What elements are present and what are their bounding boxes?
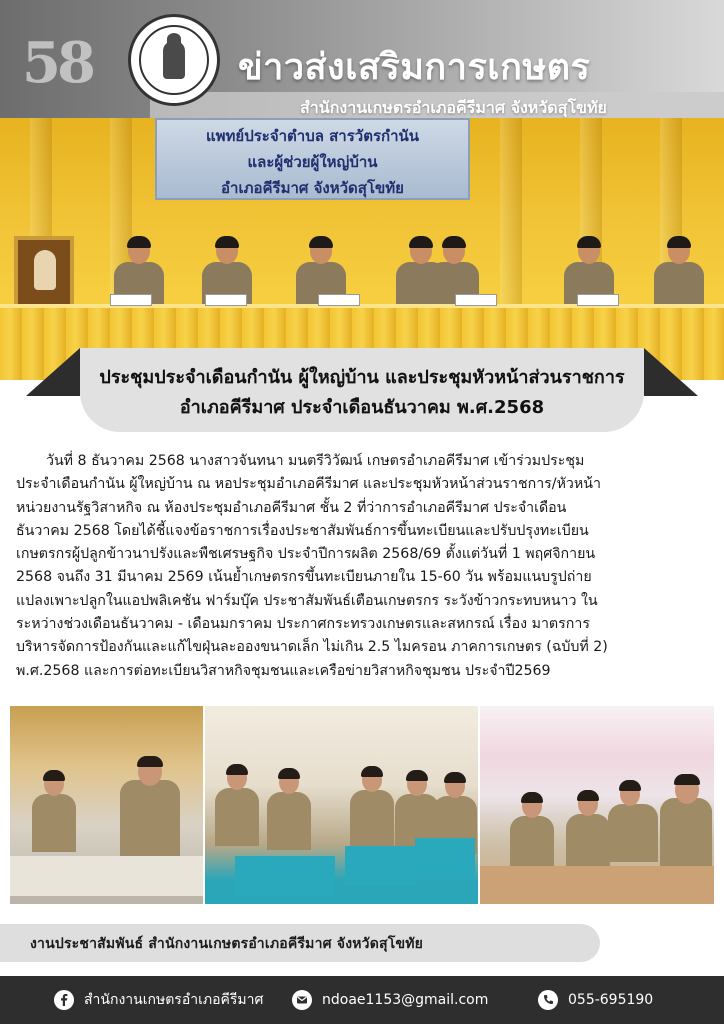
main-photo [0,118,724,380]
page-title: ข่าวส่งเสริมการเกษตร [238,47,591,88]
email-address: ndoae1153@gmail.com [322,992,489,1008]
body-line: บริหารจัดการป้องกันและแก้ไขฝุ่นละอองขนาดเล็ก ไม่เกิน 2.5 ไมครอน ภาคการเกษตร (ฉบับที่ 2) [16,639,608,656]
body-line: ประจำเดือนกำนัน ผู้ใหญ่บ้าน ณ หอประชุมอำเภอคีรีมาศ และประชุมหัวหน้าส่วนราชการ/หัวหน้า [16,476,601,493]
body-line: เกษตรกรผู้ปลูกข้าวนาปรังและพืชเศรษฐกิจ ประจำปีการผลิต 2568/69 ตั้งแต่วันที่ 1 พฤศจิกายน [16,546,596,563]
body-line: พ.ศ.2568 และการต่อทะเบียนวิสาหกิจชุมชนและเครือข่ายวิสาหกิจชุมชน ประจำปี2569 [16,662,551,679]
headline-right-accent [644,348,698,396]
photo-meeting-closeup [10,706,203,904]
seated-official [650,238,708,308]
nameplate [577,294,619,306]
desk [10,856,203,896]
phone-number: 055-695190 [568,992,654,1008]
nameplate [205,294,247,306]
banner-line: และผู้ช่วยผู้ใหญ่บ้าน [247,153,378,171]
nameplate [455,294,497,306]
pr-credit: งานประชาสัมพันธ์ สำนักงานเกษตรอำเภอคีรีมาศ จังหวัดสุโขทัย [30,936,424,952]
body-line: ระหว่างช่วงเดือนธันวาคม - เดือนมกราคม ประกาศกระทรวงเกษตรและสหกรณ์ เรื่อง มาตรการ [16,616,590,633]
royal-portrait [14,236,74,310]
banner-line: อำเภอคีรีมาศ จังหวัดสุโขทัย [221,179,404,197]
email-contact[interactable] [292,989,488,1011]
photo-assembly-hall [205,706,478,904]
attendee [32,772,76,852]
phone-contact[interactable] [538,989,653,1011]
body-line: แปลงเพาะปลูกในแอปพลิเคชัน ฟาร์มบุ๊ค ประชาสัมพันธ์เตือนเกษตรกร ระวังข้าวกระทบหนาว ใน [16,592,598,609]
body-line: 2568 จนถึง 31 มีนาคม 2569 เน้นย้ำเกษตรกรขึ้นทะเบียนภายใน 15-60 วัน พร้อมแนบรูปถ่าย [16,569,592,586]
facebook-contact[interactable] [54,989,263,1011]
logo-ring [139,25,209,95]
attendee [215,766,259,846]
body-line: วันที่ 8 ธันวาคม 2568 นางสาวจันทนา มนตรีวิวัฒน์ เกษตรอำเภอคีรีมาศ เข้าร่วมประชุม [46,453,585,469]
logo-deity-figure [163,41,185,79]
department-logo [128,14,220,106]
banner-line: แพทย์ประจำตำบล สารวัตรกำนัน [205,127,420,145]
teal-covered-table [345,846,415,886]
attendee [510,794,554,874]
facebook-icon [54,990,74,1010]
attendee [267,770,311,850]
headline-line-2: อำเภอคีรีมาศ ประจำเดือนธันวาคม พ.ศ.2568 [179,397,545,418]
stage-banner [155,118,470,200]
attendee [350,768,394,848]
nameplate [110,294,152,306]
photo-conference-room [480,706,714,904]
teal-covered-table [415,838,475,878]
conference-table [480,866,714,904]
attendee [566,792,610,872]
body-line: ธันวาคม 2568 โดยได้ชี้แจงข้อราชการเรื่องประชาสัมพันธ์การขึ้นทะเบียนและปรับปรุงทะเบียน [16,522,589,539]
headline-line-1: ประชุมประจำเดือนกำนัน ผู้ใหญ่บ้าน และประชุมหัวหน้าส่วนราชการ [99,367,625,388]
article-body [16,450,710,683]
email-icon [292,990,312,1010]
body-line: หน่วยงานรัฐวิสาหกิจ ณ ห้องประชุมอำเภอคีรีมาศ ชั้น 2 ที่ว่าการอำเภอคีรีมาศ ประจำเดือน [16,499,567,516]
phone-icon [538,990,558,1010]
nameplate [318,294,360,306]
page-subtitle: สำนักงานเกษตรอำเภอคีรีมาศ จังหวัดสุโขทัย [300,98,607,117]
facebook-name: สำนักงานเกษตรอำเภอคีรีมาศ [84,992,264,1008]
teal-covered-table [235,856,335,896]
anniversary-mark: 58 [22,30,92,96]
curtain-fold [500,118,522,318]
attendee [120,758,180,858]
attendee [608,782,658,862]
headline-left-accent [26,348,80,396]
